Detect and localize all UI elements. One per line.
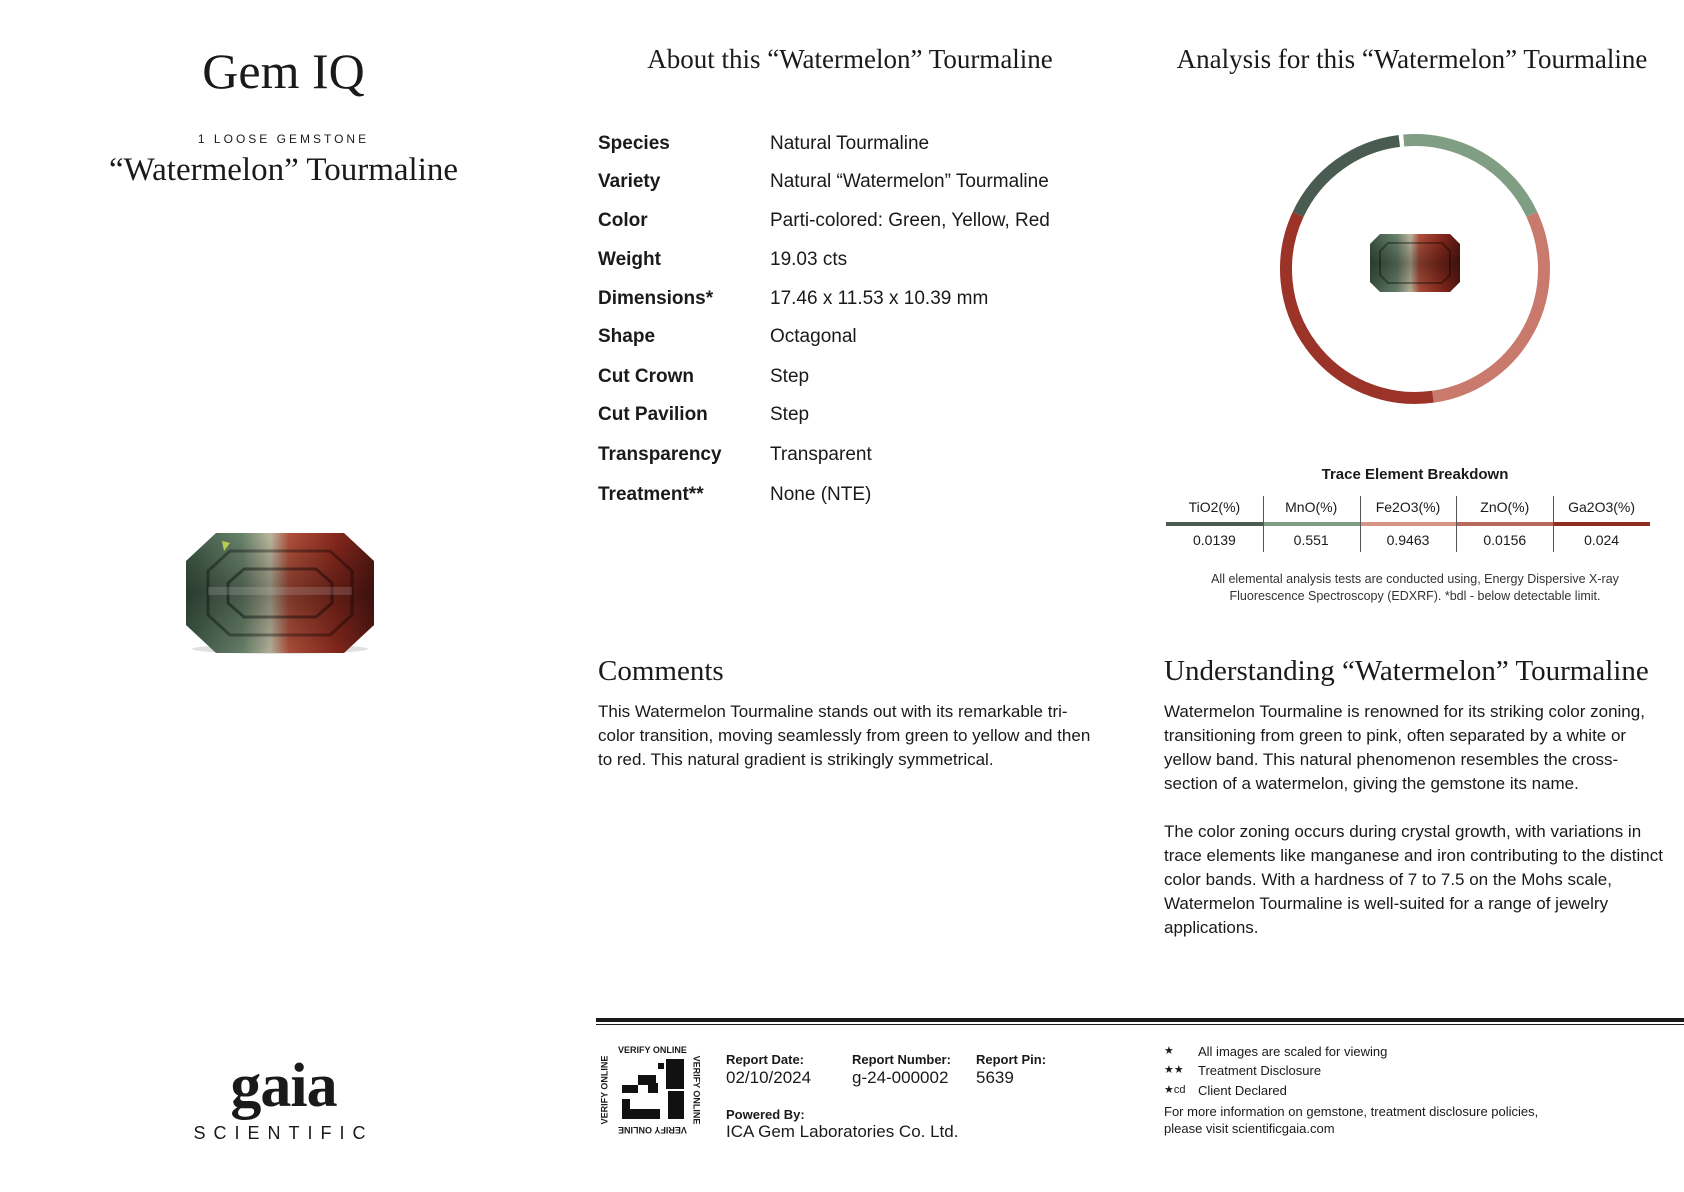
spec-label: Dimensions* <box>598 288 714 309</box>
report-number-value: g-24-000002 <box>852 1068 949 1087</box>
footer-divider <box>596 1018 1684 1022</box>
ring-segment <box>1404 140 1532 214</box>
footer-divider <box>596 1024 1684 1025</box>
spec-value: Natural Tourmaline <box>770 133 930 154</box>
color-ring-chart <box>1270 124 1560 414</box>
footnote-symbol: ★cd <box>1164 1084 1186 1096</box>
trace-element-table <box>1166 496 1650 556</box>
footnote-item <box>1164 1083 1664 1101</box>
spec-label: Variety <box>598 171 661 192</box>
more-info-line: For more information on gemstone, treatment disclosure policies, <box>1164 1104 1539 1119</box>
understanding-title: Understanding “Watermelon” Tourmaline <box>1164 655 1649 687</box>
trace-color-bar <box>1360 522 1457 526</box>
comments-text: This Watermelon Tourmaline stands out with its remarkable tri-color transition, moving seamlessly from green to yellow and then to red. This natural gradient is strikingly symmetrical. <box>598 702 1091 769</box>
trace-divider <box>1553 496 1554 552</box>
spec-value: 19.03 cts <box>770 249 848 270</box>
qr-pattern-icon <box>618 1057 686 1123</box>
gaia-logo-wordmark: gaia <box>230 1052 337 1120</box>
spec-value: Octagonal <box>770 326 857 347</box>
trace-color-bar <box>1263 522 1360 526</box>
analysis-title: Analysis for this “Watermelon” Tourmaline <box>1176 44 1648 74</box>
spec-label: Shape <box>598 326 656 347</box>
spec-value: None (NTE) <box>770 484 872 505</box>
trace-header: TiO2(%) <box>1188 499 1241 515</box>
analysis-note-line: All elemental analysis tests are conducted using, Energy Dispersive X-ray <box>1211 572 1619 586</box>
trace-header: Ga2O3(%) <box>1568 499 1636 515</box>
report-number-label: Report Number: <box>852 1052 951 1067</box>
report-date-value: 02/10/2024 <box>726 1068 812 1087</box>
trace-element-title: Trace Element Breakdown <box>1321 466 1509 483</box>
trace-divider <box>1360 496 1361 552</box>
footnote-item <box>1164 1063 1664 1081</box>
qr-label: VERIFY ONLINE <box>691 1055 702 1125</box>
ring-segment <box>1298 141 1399 215</box>
trace-color-bar <box>1553 522 1650 526</box>
trace-value: 0.551 <box>1293 532 1329 548</box>
footnote-symbol: ★★ <box>1164 1064 1184 1076</box>
qr-label: VERIFY ONLINE <box>618 1125 687 1135</box>
analysis-note-line: Fluorescence Spectroscopy (EDXRF). *bdl - below detectable limit. <box>1229 589 1601 603</box>
spec-value: Transparent <box>770 444 872 465</box>
gem-name: “Watermelon” Tourmaline <box>108 152 459 188</box>
footnote-text: Treatment Disclosure <box>1198 1063 1322 1078</box>
trace-divider <box>1263 496 1264 552</box>
brand-title: Gem IQ <box>202 43 365 99</box>
trace-header: ZnO(%) <box>1480 499 1530 515</box>
footer-notes <box>1164 1044 1664 1144</box>
spec-value: Natural “Watermelon” Tourmaline <box>770 171 1049 192</box>
trace-value: 0.0139 <box>1192 532 1236 548</box>
gaia-logo-subtitle: SCIENTIFIC <box>193 1123 374 1143</box>
understanding-paragraph: The color zoning occurs during crystal growth, with variations in trace elements like manganese and iron contributing to the distinct color bands. With a hardness of 7 to 7.5 on the Mohs scale, Watermelon Tourmaline is well-suited for a range of jewelry applications. <box>1164 822 1663 937</box>
report-pin-label: Report Pin: <box>976 1052 1047 1067</box>
verify-qr-code[interactable] <box>600 1045 704 1135</box>
powered-by-value: ICA Gem Laboratories Co. Ltd. <box>726 1122 959 1141</box>
powered-by-label: Powered By: <box>726 1107 805 1122</box>
spec-value: Step <box>770 366 810 387</box>
qr-label: VERIFY ONLINE <box>618 1045 687 1055</box>
spec-label: Color <box>598 210 648 231</box>
trace-divider <box>1456 496 1457 552</box>
more-info-link[interactable]: please visit scientificgaia.com <box>1164 1121 1335 1136</box>
trace-value: 0.024 <box>1584 532 1620 548</box>
footnote-text: All images are scaled for viewing <box>1198 1044 1388 1059</box>
ring-gem-thumbnail <box>1370 234 1460 292</box>
qr-label: VERIFY ONLINE <box>599 1055 610 1125</box>
spec-value: 17.46 x 11.53 x 10.39 mm <box>770 288 989 309</box>
spec-label: Transparency <box>598 444 722 465</box>
comments-title: Comments <box>598 655 724 687</box>
trace-value: 0.9463 <box>1386 532 1430 548</box>
trace-color-bar <box>1456 522 1553 526</box>
trace-color-bar <box>1166 522 1263 526</box>
footnote-text: Client Declared <box>1198 1083 1287 1098</box>
footnote-item <box>1164 1044 1664 1062</box>
report-pin-value: 5639 <box>976 1068 1014 1087</box>
gemstone-image <box>186 531 374 655</box>
gemstone-count-label: 1 LOOSE GEMSTONE <box>197 132 370 146</box>
about-title: About this “Watermelon” Tourmaline <box>647 44 1053 74</box>
spec-value: Step <box>770 404 810 425</box>
spec-label: Weight <box>598 249 661 270</box>
footnote-symbol: ★ <box>1164 1045 1174 1057</box>
spec-label: Species <box>598 133 670 154</box>
trace-value: 0.0156 <box>1483 532 1527 548</box>
trace-header: MnO(%) <box>1285 499 1338 515</box>
report-date-label: Report Date: <box>726 1052 805 1067</box>
trace-header: Fe2O3(%) <box>1375 499 1441 515</box>
spec-label: Cut Pavilion <box>598 404 708 425</box>
spec-label: Treatment** <box>598 484 704 505</box>
spec-value: Parti-colored: Green, Yellow, Red <box>770 210 1050 231</box>
analysis-method-note <box>1166 571 1664 605</box>
spec-label: Cut Crown <box>598 366 695 387</box>
understanding-paragraph: Watermelon Tourmaline is renowned for its striking color zoning, transitioning from green to pink, often separated by a white or yellow band. This natural phenomenon resembles the cross-section of a watermelon, giving the gemstone its name. <box>1164 702 1645 793</box>
